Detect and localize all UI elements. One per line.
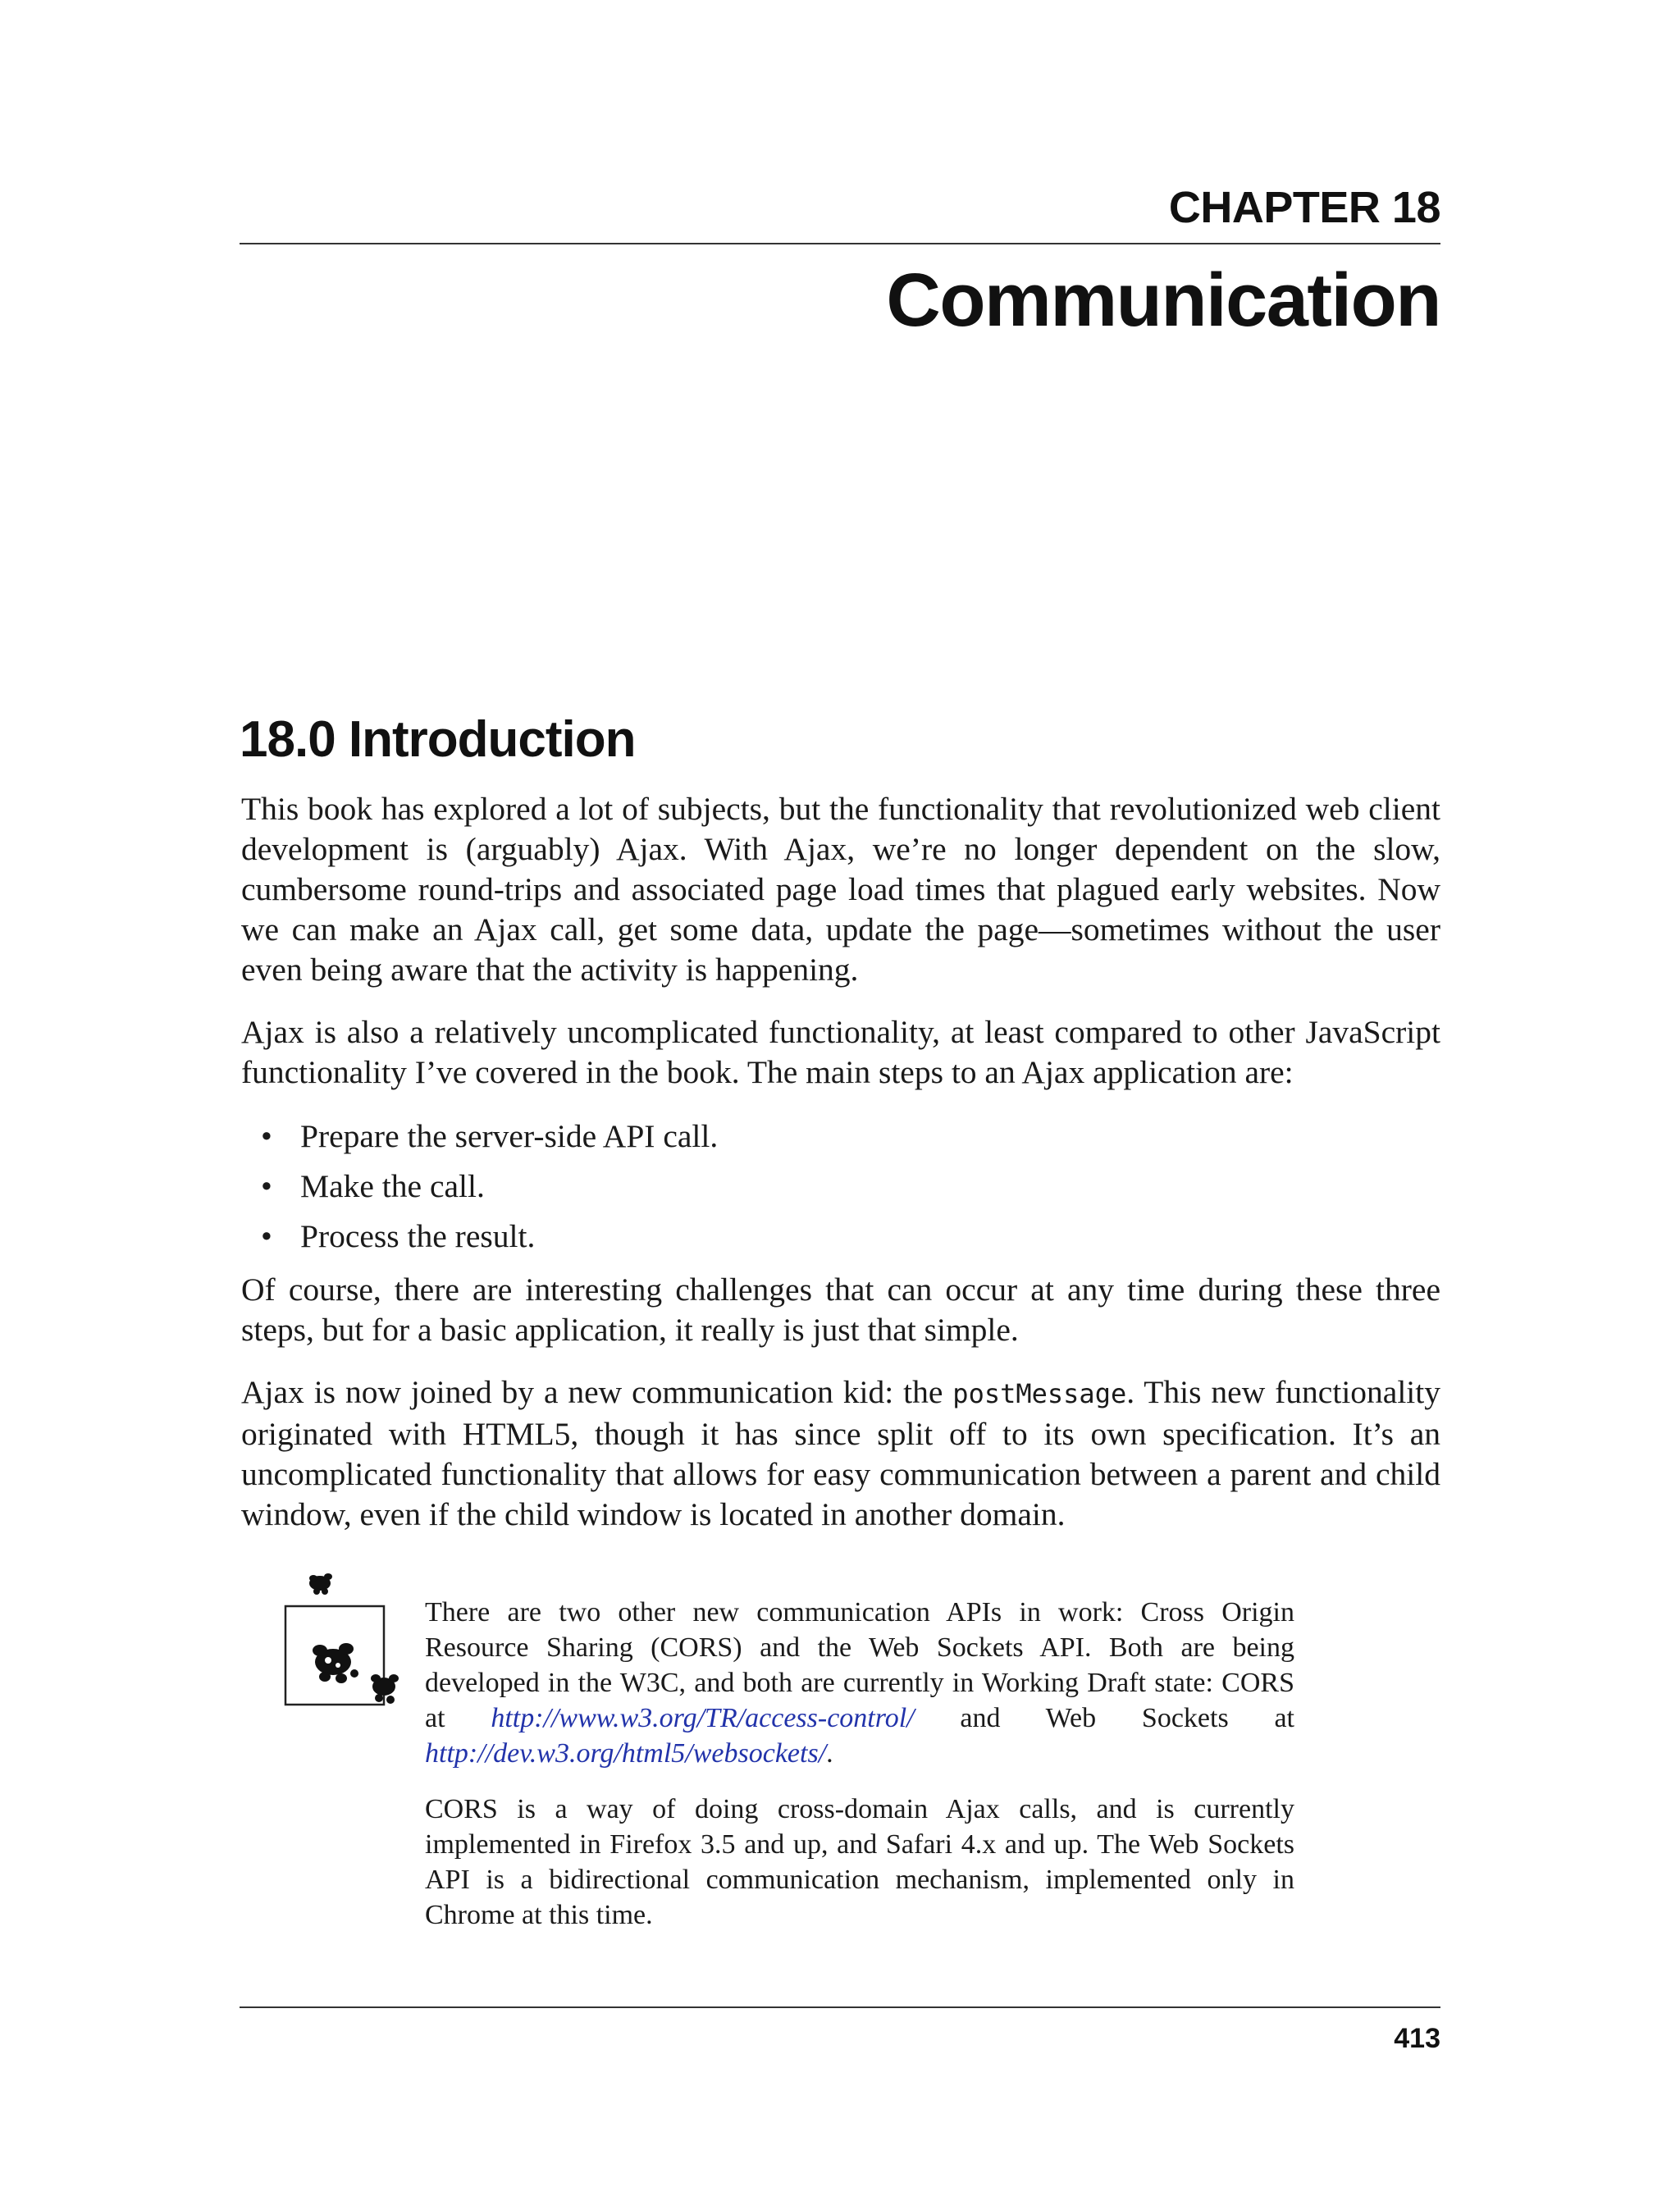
chapter-title: Communication: [886, 258, 1440, 342]
list-item: [241, 1162, 1440, 1212]
chapter-rule: [240, 243, 1440, 244]
note-paragraph: [425, 1595, 1294, 1771]
list-item: [241, 1212, 1440, 1262]
note-text: and Web Sockets at: [914, 1703, 1294, 1733]
list-item-text: Make the call.: [300, 1168, 485, 1204]
list-item-text: Prepare the server-side API call.: [300, 1118, 719, 1154]
bullet-icon: •: [261, 1218, 272, 1254]
steps-paragraph: Ajax is also a relatively uncomplicated functionality, at least compared to other JavaScript functionality I’ve covered in the book. The main steps to an Ajax application are:: [241, 1014, 1440, 1090]
postmessage-text-before: Ajax is now joined by a new communication kid: the: [241, 1374, 953, 1410]
steps-list: [241, 1112, 1440, 1262]
note-text: .: [826, 1738, 833, 1769]
section-heading: 18.0 Introduction: [240, 711, 636, 768]
note-text: There are two other new communication APIs in work: Cross Origin Resource Sharing (CORS) and the Web Sockets API. Both are being developed in the W3C, and both are currently in Working Draft state: CORS at: [425, 1597, 1294, 1733]
postmessage-paragraph: [241, 1372, 1440, 1535]
chapter-label: CHAPTER 18: [1168, 183, 1440, 232]
postmessage-code: postMessage: [952, 1378, 1127, 1409]
tip-icon: [282, 1565, 413, 1713]
websockets-spec-link[interactable]: http://dev.w3.org/html5/websockets/: [425, 1738, 827, 1769]
cors-spec-link[interactable]: http://www.w3.org/TR/access-control/: [491, 1703, 915, 1733]
list-item: [241, 1112, 1440, 1162]
page-number: 413: [1394, 2023, 1440, 2054]
bullet-icon: •: [261, 1168, 272, 1204]
footer-rule: [240, 2006, 1440, 2008]
challenges-paragraph: Of course, there are interesting challenges that can occur at any time during these three steps, but for a basic application, it really is just that simple.: [241, 1271, 1440, 1348]
list-item-text: Process the result.: [300, 1218, 536, 1254]
postmessage-text-after: . This new functionality originated with HTML5, though it has since split off to its own specification. It’s an uncomplicated functionality that allows for easy communication between a parent and child window, even if the child window is located in another domain.: [241, 1374, 1440, 1532]
note-paragraph: CORS is a way of doing cross-domain Ajax calls, and is currently implemented in Firefox 3.5 and up, and Safari 4.x and up. The Web Sockets API is a bidirectional communication mechanism, implemented only in Chrome at this time.: [425, 1794, 1294, 1930]
bullet-icon: •: [261, 1118, 272, 1154]
intro-paragraph: This book has explored a lot of subjects, but the functionality that revolutionized web client development is (arguably) Ajax. With Ajax, we’re no longer dependent on the slow, cumbersome round-trips and associated page load times that plagued early websites. Now we can make an Ajax call, get some data, update the page—sometimes without the user even being aware that the activity is happening.: [241, 791, 1440, 988]
